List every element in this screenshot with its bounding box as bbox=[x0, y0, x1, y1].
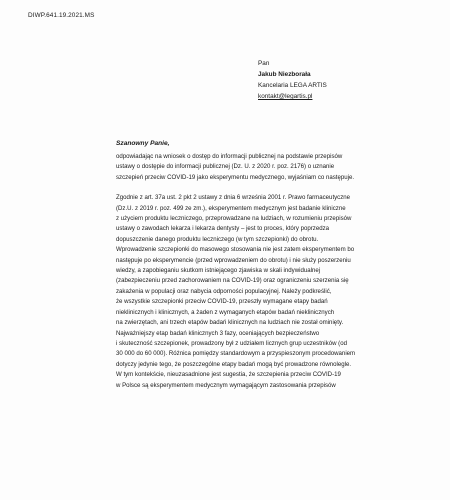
paragraph-line: Najważniejszy etap badań klinicznych 3 fazy, oceniających bezpieczeństwo bbox=[116, 329, 320, 337]
paragraph-line: 30 000 do 60 000). Różnica pomiędzy standardowym a przyspieszonym procedowaniem bbox=[116, 350, 356, 358]
addressee-email-link[interactable]: kontakt@legartis.pl bbox=[258, 93, 313, 100]
paragraph-line: (zabezpieczeniu przed zachorowaniem na COVID-19) oraz ograniczeniu szerzenia się bbox=[116, 277, 349, 285]
paragraph-line: że wszystkie szczepionki przeciw COVID-19, przeszły wymagane etapy badań bbox=[116, 298, 328, 306]
salutation: Szanowny Panie, bbox=[116, 140, 170, 147]
paragraph-line: dotyczy jedynie tego, że poszczególne etapy badań mogą być prowadzone równolegle. bbox=[116, 360, 352, 368]
paragraph-line: na zwierzętach, ani trzech etapów badań klinicznych na ludziach nie został ominięty. bbox=[116, 319, 344, 327]
paragraph-line: (Dz.U. z 2019 r. poz. 499 ze zm.), eksperymentem medycznym jest badanie kliniczne bbox=[116, 204, 346, 212]
paragraph-line: szczepień przeciw COVID-19 jako eksperymentu medycznego, wyjaśniam co następuje. bbox=[116, 173, 355, 181]
addressee-name: Jakub Niezborała bbox=[258, 71, 311, 78]
paragraph-line: następuje po eksperymencie (przed wprowadzeniem do obrotu) i nie służy poszerzeniu bbox=[116, 256, 351, 264]
paragraph-line: Wprowadzenie szczepionki do masowego stosowania nie jest zatem eksperymentem bo bbox=[116, 246, 355, 254]
paragraph-line: dopuszczenie danego produktu leczniczego (w tym szczepionki) do obrotu. bbox=[116, 235, 319, 243]
letter-body bbox=[116, 152, 386, 391]
paragraph-line: z użyciem produktu leczniczego, przeprowadzane na ludziach, w rozumieniu przepisów bbox=[116, 215, 352, 223]
paragraph-line: W tym kontekście, nieuzasadnione jest sugestia, że szczepienia przeciw COVID-19 bbox=[116, 371, 341, 379]
paragraph-line: wiedzy, a zapobieganiu skutkom istniejącego zjawiska w skali indywidualnej bbox=[116, 267, 321, 275]
paragraph-line: odpowiadając na wniosek o dostęp do informacji publicznej na podstawie przepisów bbox=[116, 153, 343, 160]
paragraph-1 bbox=[116, 152, 386, 183]
addressee-block bbox=[258, 58, 327, 102]
addressee-company: Kancelaria LEGA ARTIS bbox=[258, 82, 327, 89]
addressee-title: Pan bbox=[258, 60, 270, 67]
reference-number: DIWP.641.19.2021.MS bbox=[28, 12, 95, 19]
paragraph-line: i skuteczność szczepionek, prowadzony był z udziałem licznych grup uczestników (od bbox=[116, 339, 347, 347]
paragraph-line: zakażenia w populacji oraz nabycia odporności populacyjnej. Należy podkreślić, bbox=[116, 287, 332, 295]
paragraph-line: ustawy o zawodach lekarza i lekarza dentysty – jest to proces, który poprzedza bbox=[116, 225, 330, 233]
paragraph-line: ustawy o dostępie do informacji publicznej (Dz. U. z 2020 r. poz. 2176) o uznanie bbox=[116, 163, 335, 171]
paragraph-line: w Polsce są eksperymentem medycznym wymagającym zastosowania przepisów bbox=[116, 381, 336, 389]
paragraph-line: nieklinicznych i klinicznych, a żaden z wymaganych etapów badań nieklinicznych bbox=[116, 308, 335, 316]
paragraph-2 bbox=[116, 193, 386, 391]
paragraph-line: Zgodnie z art. 37a ust. 2 pkt 2 ustawy z dnia 6 września 2001 r. Prawo farmaceutyczne bbox=[116, 194, 351, 202]
